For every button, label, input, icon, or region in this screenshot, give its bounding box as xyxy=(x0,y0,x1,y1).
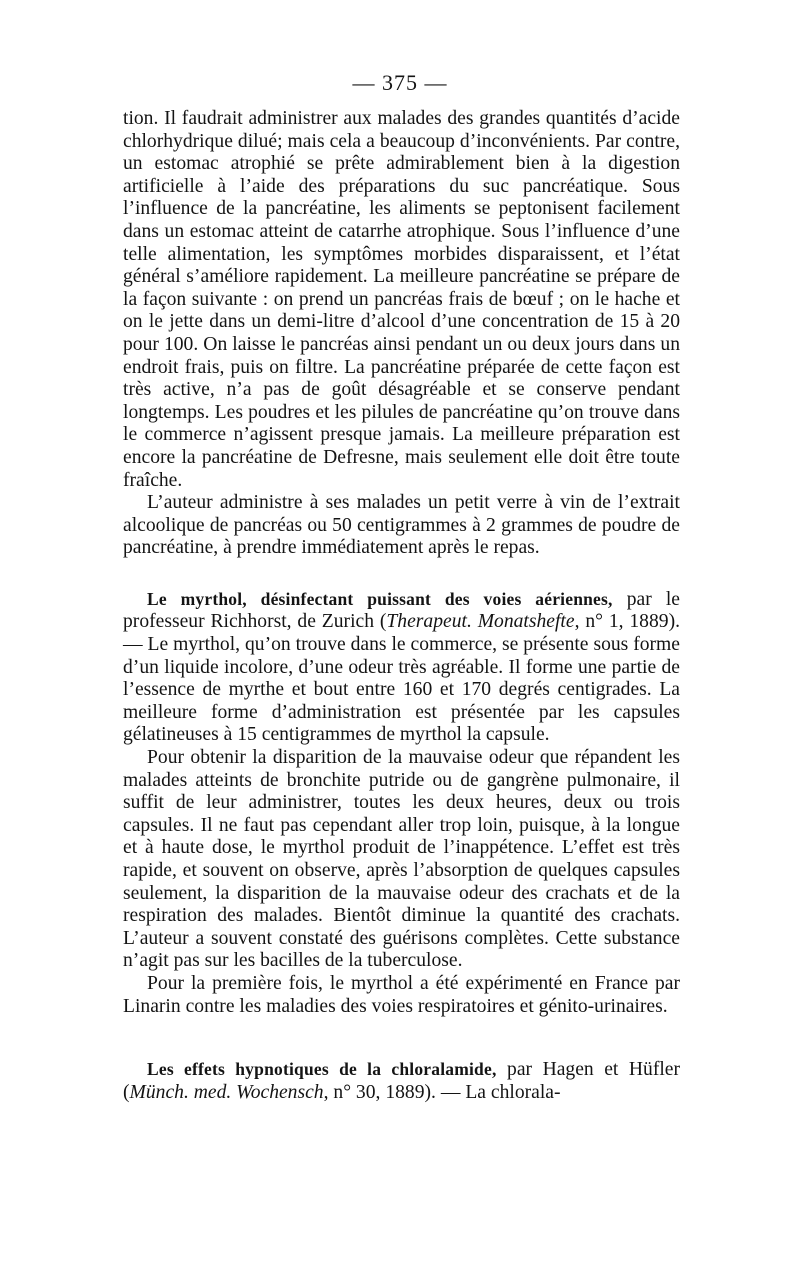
journal-title: Therapeut. Monatshefte xyxy=(386,611,575,633)
paragraph-bronchite: Pour obtenir la disparition de la mauvaise odeur que répandent les malades atteints de bronchite putride ou de gangrène pulmonaire, il suffit de leur administrer, toutes les deux heures, deux ou trois capsules. Il ne faut pas cependant aller trop loin, puisque, à la longue et à haute dose, le myrthol produit de l’inappétence. L’effet est très rapide, et souvent on observe, après l’absorption de quelques capsules seulement, la disparition de la mauvaise odeur des crachats et de la respiration des malades. Bientôt diminue la quantité des crachats. L’auteur a souvent constaté des guérisons complètes. Cette substance n’agit pas sur les bacilles de la tuberculose. xyxy=(123,747,680,972)
page-number: — 375 — xyxy=(352,70,448,95)
section-text-chloralamide: , n° 30, 1889). — La chlorala- xyxy=(323,1081,561,1103)
article-body xyxy=(123,108,680,1104)
section-heading-myrthol: Le myrthol, désinfectant puissant des voies aériennes, xyxy=(147,588,613,609)
section-text-myrthol: , n° 1, 1889).— Le myrthol, qu’on trouve dans le commerce, se présente sous forme d’un liquide incolore, d’une odeur très agréable. Il forme une partie de l’essence de myrthe et bout entre 160 et 170 degrés centigrades. La meilleure forme d’administration est présentée par les capsules gélatineuses à 15 centigrammes de myrthol la capsule. xyxy=(123,611,680,746)
paragraph-dosage: L’auteur administre à ses malades un petit verre à vin de l’extrait alcoolique de pancréas ou 50 centigrammes à 2 grammes de poudre de pancréatine, à prendre immédiatement après le repas. xyxy=(123,492,680,559)
section-chloralamide xyxy=(123,1058,680,1104)
section-heading-chloralamide: Les effets hypnotiques de la chloralamide, xyxy=(147,1059,497,1080)
section-citation-pre: par le professeur Richhorst, de Zurich ( xyxy=(123,588,680,633)
section-myrthol xyxy=(123,588,680,747)
paragraph-france: Pour la première fois, le myrthol a été expérimenté en France par Linarin contre les maladies des voies respiratoires et génito-urinaires. xyxy=(123,972,680,1017)
section-citation-pre: par Hagen et Hüfler ( xyxy=(123,1059,681,1103)
journal-title: Münch. med. Wochensch xyxy=(129,1081,324,1103)
paragraph-pancreatine: tion. Il faudrait administrer aux malades des grandes quantités d’acide chlorhydrique dilué; mais cela a beaucoup d’inconvénients. Par contre, un estomac atrophié se prête admirablement bien à la digestion artificielle à l’aide des préparations du suc pancréatique. Sous l’influence de la pancréatine, les aliments se peptonisent facilement dans un estomac atteint de catarrhe atrophique. Sous l’influence d’une telle alimentation, les symptômes morbides disparaissent, et l’état général s’améliore rapidement. La meilleure pancréatine se prépare de la façon suivante : on prend un pancréas frais de bœuf ; on le hache et on le jette dans un demi-litre d’alcool d’une concentration de 15 à 20 pour 100. On laisse le pancréas ainsi pendant un ou deux jours dans un endroit frais, puis on filtre. La pancréatine préparée de cette façon est très active, n’a pas de goût désagréable et se conserve pendant longtemps. Les poudres et les pilules de pancréatine qu’on trouve dans le commerce n’agissent presque jamais. La meilleure préparation est encore la pancréatine de Defresne, mais seulement elle doit être toute fraîche. xyxy=(123,108,680,491)
